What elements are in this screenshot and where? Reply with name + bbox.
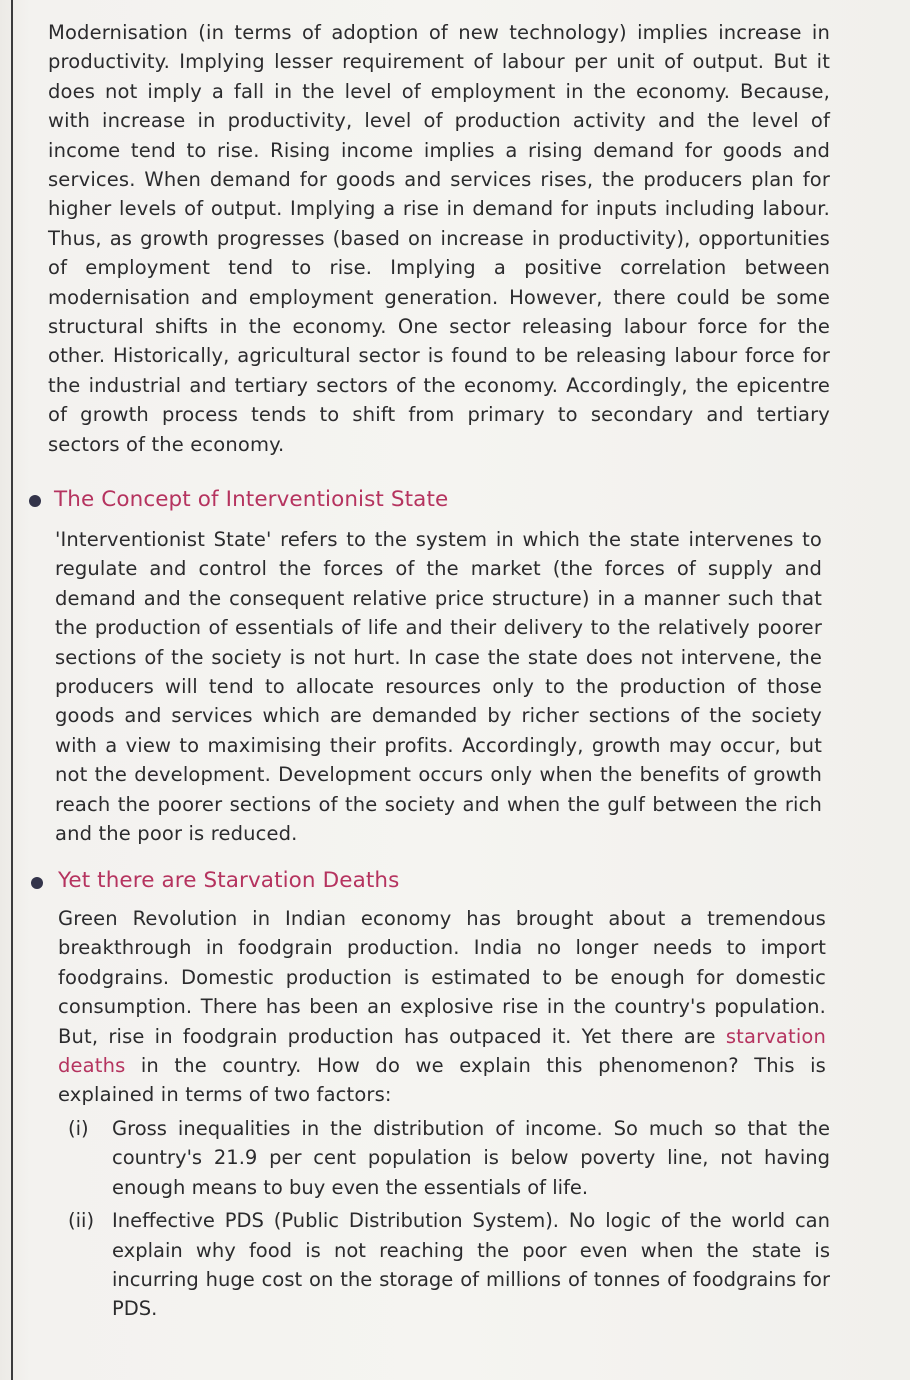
bullet-icon [29, 495, 41, 507]
highlighted-term: starvation deaths [58, 1024, 826, 1078]
interventionist-state-paragraph: 'Interventionist State' refers to the system in which the state intervenes to regulate and control the forces of the market (the forces of supply and demand and the consequent relative price structure) in a manner such that the production of essentials of life and their delivery to the relatively poorer sections of the society is not hurt. In case the state does not intervene, the producers will tend to allocate resources only to the production of those goods and services which are demanded by richer sections of the society with a view to maximising their profits. Accordingly, growth may occur, but not the development. Development occurs only when the benefits of growth reach the poorer sections of the society and when the gulf between the rich and the poor is reduced. [55, 528, 822, 846]
bullet-icon [31, 877, 43, 889]
list-item-number: (ii) [68, 1209, 95, 1233]
section-heading-interventionist-state: The Concept of Interventionist State [54, 487, 449, 512]
list-item-number: (i) [68, 1117, 89, 1140]
list-item-text: Ineffective PDS (Public Distribution System). No logic of the world can explain why food is not reaching the poor even when the state is incurring huge cost on the storage of millions of tonnes of foodgrains for PDS. [112, 1209, 830, 1321]
list-item [68, 1114, 830, 1202]
list-item [68, 1206, 830, 1324]
factors-list [68, 1114, 830, 1328]
paragraph-text: in the country. How do we explain this phenomenon? This is explained in terms of two factors: [58, 1054, 826, 1107]
paragraph-text: Green Revolution in Indian economy has brought about a tremendous breakthrough in foodgrain production. India no longer needs to import foodgrains. Domestic production is estimated to be enough for domestic consumption. There has been an explosive rise in the country's population. But, rise in foodgrain production has outpaced it. Yet there are [58, 907, 826, 1048]
section-heading-starvation-deaths: Yet there are Starvation Deaths [58, 868, 400, 893]
starvation-deaths-paragraph [58, 904, 826, 1110]
intro-paragraph: Modernisation (in terms of adoption of new technology) implies increase in productivity. Implying lesser requirement of labour per unit of output. But it does not imply a fall in the level of employment in the economy. Because, with increase in productivity, level of production activity and the level of income tend to rise. Rising income implies a rising demand for goods and services. When demand for goods and services rises, the producers plan for higher levels of output. Implying a rise in demand for inputs including labour. Thus, as growth progresses (based on increase in productivity), opportunities of employment tend to rise. Implying a positive correlation between modernisation and employment generation. However, there could be some structural shifts in the economy. One sector releasing labour force for the other. Historically, agricultural sector is found to be releasing labour force for the industrial and tertiary sectors of the economy. Accordingly, the epicentre of growth process tends to shift from primary to secondary and tertiary sectors of the economy. [48, 21, 830, 456]
margin-rule [11, 0, 13, 1380]
list-item-text: Gross inequalities in the distribution of income. So much so that the country's 21.9 per cent population is below poverty line, not having enough means to buy even the essentials of life. [112, 1117, 830, 1199]
